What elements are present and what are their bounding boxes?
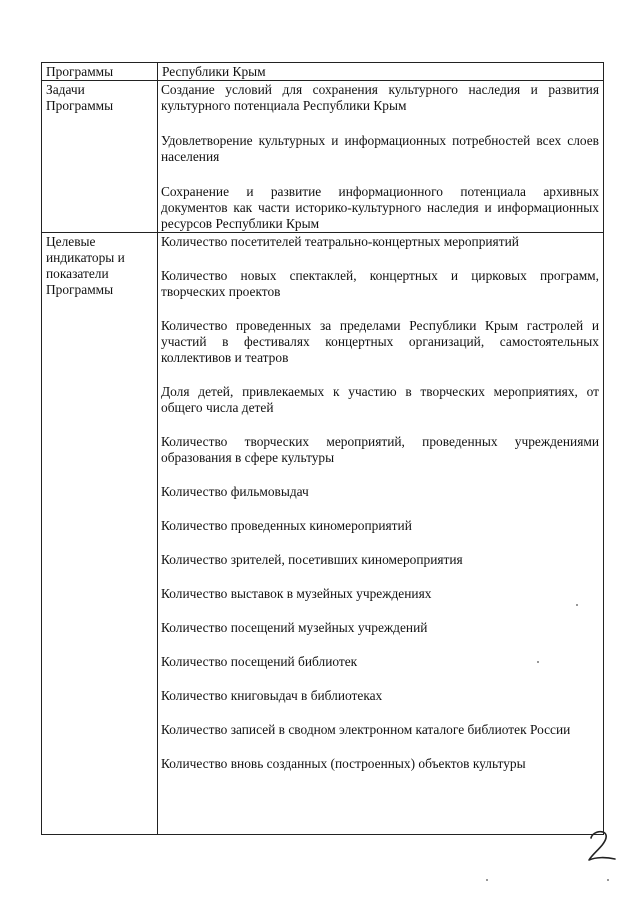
tasks-label: Задачи Программы — [42, 81, 158, 233]
indicator-item: Количество проведенных киномероприятий — [161, 518, 412, 533]
indicator-item: Количество выставок в музейных учреждениях — [161, 586, 432, 601]
indicator-item: Доля детей, привлекаемых к участию в творческих мероприятиях, от общего числа детей — [161, 384, 599, 415]
indicator-item: Количество творческих мероприятий, проведенных учреждениями образования в сфере культуры — [161, 434, 599, 465]
header-right-cell: Республики Крым — [158, 63, 604, 81]
header-left-cell: Программы — [42, 63, 158, 81]
indicators-content — [158, 233, 604, 835]
indicator-item: Количество посетителей театрально-концертных мероприятий — [161, 234, 519, 249]
scan-speck — [537, 661, 539, 663]
indicator-item: Количество проведенных за пределами Республики Крым гастролей и участий в фестивалях концертных организаций, самостоятельных коллективов и театров — [161, 318, 599, 365]
task-item: Удовлетворение культурных и информационных потребностей всех слоев населения — [161, 133, 599, 164]
scan-speck — [607, 879, 609, 881]
indicator-item: Количество книговыдач в библиотеках — [161, 688, 383, 703]
indicator-item: Количество вновь созданных (построенных) объектов культуры — [161, 756, 526, 771]
indicator-item: Количество зрителей, посетивших киномероприятия — [161, 552, 463, 567]
tasks-row — [42, 81, 604, 233]
indicator-item: Количество записей в сводном электронном каталоге библиотек России — [161, 722, 571, 737]
scan-speck — [486, 879, 488, 881]
handwritten-page-mark-icon — [584, 826, 620, 866]
task-item: Создание условий для сохранения культурного наследия и развития культурного потенциала Республики Крым — [161, 82, 599, 113]
scan-speck — [576, 604, 578, 606]
indicator-item: Количество новых спектаклей, концертных и цирковых программ, творческих проектов — [161, 268, 599, 299]
indicator-item: Количество посещений библиотек — [161, 654, 358, 669]
tasks-content — [158, 81, 604, 233]
table-header-row — [42, 63, 604, 81]
indicator-item: Количество посещений музейных учреждений — [161, 620, 428, 635]
indicators-row — [42, 233, 604, 835]
program-passport-table — [41, 62, 604, 835]
indicators-label: Целевые индикаторы и показатели Программы — [42, 233, 158, 835]
indicator-item: Количество фильмовыдач — [161, 484, 309, 499]
task-item: Сохранение и развитие информационного потенциала архивных документов как части историко-культурного наследия и информационных ресурсов Республики Крым — [161, 184, 599, 231]
